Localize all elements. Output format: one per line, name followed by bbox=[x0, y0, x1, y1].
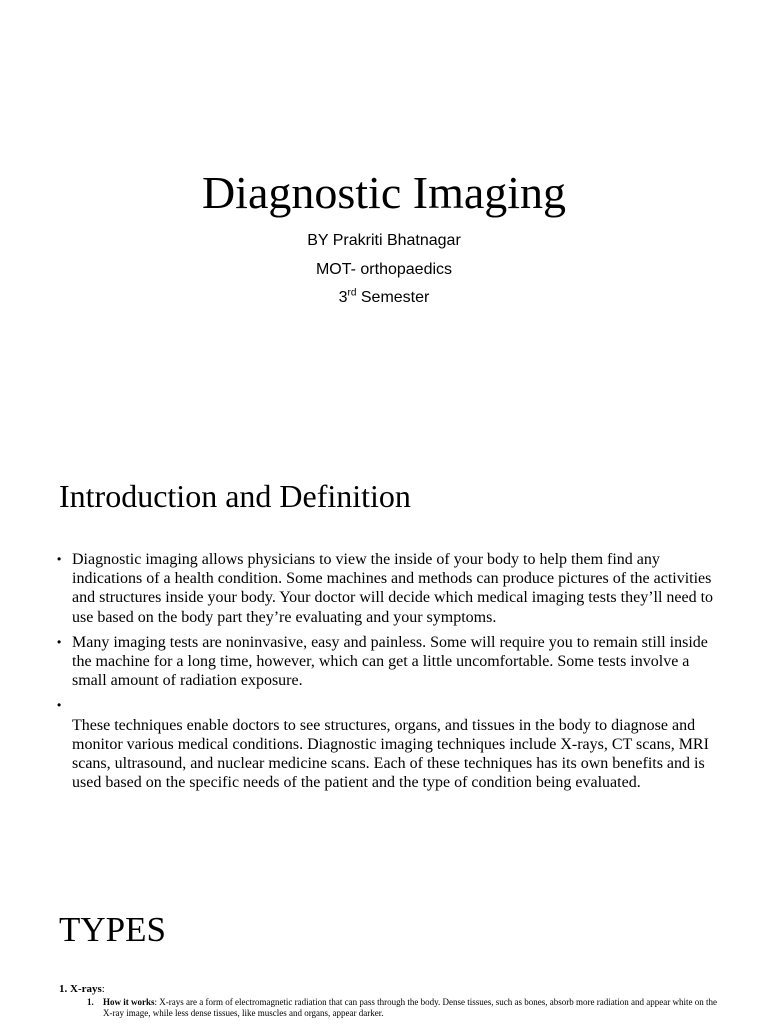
types-item bbox=[59, 983, 719, 995]
bullet-dot: • bbox=[57, 552, 62, 566]
semester-word: Semester bbox=[356, 289, 430, 306]
intro-bullet-text: These techniques enable doctors to see structures, organs, and tissues in the body to diagnose and monitor various medical conditions. Diagnostic imaging techniques include X-rays, CT scans, MRI scans, ultrasound, and nuclear medicine scans. Each of these techniques has its own benefits and is used based on the specific needs of the patient and the type of condition being evaluated. bbox=[72, 716, 709, 792]
types-subitem-number: 1. bbox=[87, 997, 94, 1007]
page-title: Diagnostic Imaging bbox=[201, 167, 567, 218]
intro-bullet-text: Diagnostic imaging allows physicians to view the inside of your body to help them find any indications of a health condition. Some machines and methods can produce pictures of the activities and structures inside your body. Your doctor will decide which medical imaging tests they’ll need to use based on the body part they’re evaluating and your symptoms. bbox=[72, 551, 714, 626]
types-subitem bbox=[59, 997, 719, 1019]
types-subitem-label: How it works bbox=[103, 997, 155, 1007]
types-item-name: X-rays bbox=[70, 983, 102, 995]
intro-bullet-text: Many imaging tests are noninvasive, easy and painless. Some will require you to remain still inside the machine for a long time, however, which can get a little uncomfortable. Some tests involve a small amount of radiation exposure. bbox=[72, 633, 708, 690]
bullet-dot: • bbox=[57, 698, 62, 713]
course-line: MOT- orthopaedics bbox=[315, 261, 453, 278]
semester-ordinal-suffix: rd bbox=[347, 287, 357, 299]
intro-paragraph bbox=[57, 716, 717, 793]
types-item-suffix: : bbox=[101, 983, 105, 995]
types-item-number: 1. bbox=[59, 983, 68, 995]
intro-bullet-item bbox=[57, 633, 717, 691]
intro-bullet-item bbox=[57, 696, 717, 715]
intro-heading: Introduction and Definition bbox=[59, 478, 411, 514]
author-line: BY Prakriti Bhatnagar bbox=[307, 232, 461, 249]
types-subitem-text bbox=[87, 997, 719, 1019]
intro-bullet-list bbox=[57, 550, 717, 798]
semester-line bbox=[0, 288, 768, 308]
types-heading: TYPES bbox=[59, 910, 166, 949]
types-list bbox=[59, 983, 719, 1019]
types-subitem-body: : X-rays are a form of electromagnetic radiation that can pass through the body. Dense tissues, such as bones, absorb more radiation and appear white on the X-ray image, while less dense tissues, like muscles and organs, appear darker. bbox=[103, 997, 717, 1018]
intro-bullet-item bbox=[57, 550, 717, 627]
bullet-dot: • bbox=[57, 634, 62, 649]
semester-number: 3 bbox=[338, 289, 348, 306]
